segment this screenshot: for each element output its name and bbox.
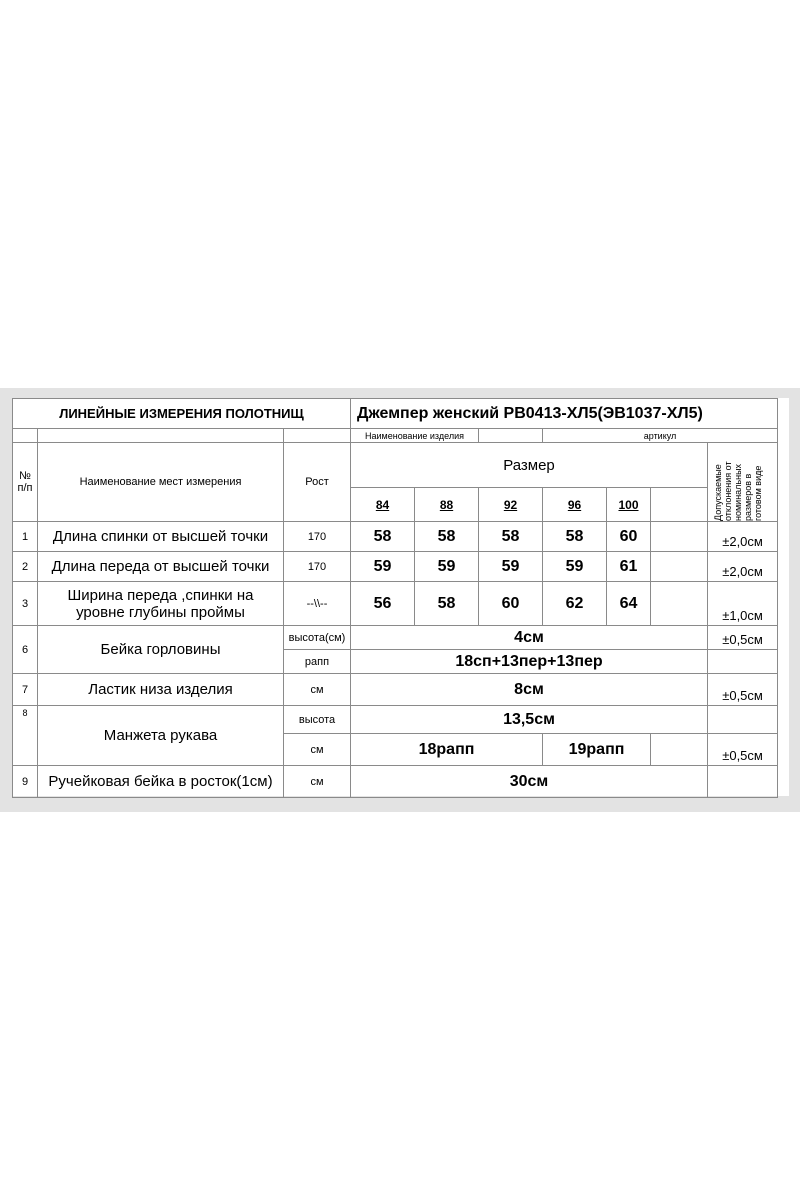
measurement-name: Длина переда от высшей точки bbox=[38, 552, 284, 582]
measurement-name-line2: уровне глубины проймы bbox=[76, 603, 245, 621]
row-number: 3 bbox=[13, 582, 38, 626]
size-88: 88 bbox=[415, 488, 479, 522]
row-height: 170 bbox=[284, 522, 351, 552]
sub-label: рапп bbox=[284, 650, 351, 674]
row-height: см bbox=[284, 766, 351, 798]
header-row-a bbox=[13, 443, 778, 488]
tolerance-empty bbox=[708, 766, 778, 798]
value-96: 58 bbox=[543, 522, 607, 552]
row-height: см bbox=[284, 674, 351, 706]
product-name-caption: Наименование изделия bbox=[351, 429, 479, 443]
value-empty bbox=[651, 552, 708, 582]
value-92: 58 bbox=[479, 522, 543, 552]
row-tolerance: ±1,0см bbox=[708, 582, 778, 626]
tolerance-empty bbox=[708, 650, 778, 674]
merged-value: 18сп+13пер+13пер bbox=[351, 650, 708, 674]
merged-value: 8см bbox=[351, 674, 708, 706]
col-header-number: № п/п bbox=[13, 443, 38, 522]
row-number: 8 bbox=[13, 706, 38, 766]
article-caption: артикул bbox=[543, 429, 778, 443]
value-96: 59 bbox=[543, 552, 607, 582]
row-number: 1 bbox=[13, 522, 38, 552]
col-header-height: Рост bbox=[284, 443, 351, 522]
value-100: 61 bbox=[607, 552, 651, 582]
caption-empty-4 bbox=[479, 429, 543, 443]
sub-label: высота(см) bbox=[284, 626, 351, 650]
table-row bbox=[13, 674, 778, 706]
merged-value: 13,5см bbox=[351, 706, 708, 734]
size-96: 96 bbox=[543, 488, 607, 522]
size-100: 100 bbox=[607, 488, 651, 522]
value-100: 60 bbox=[607, 522, 651, 552]
measurement-sheet bbox=[12, 398, 789, 796]
value-84: 58 bbox=[351, 522, 415, 552]
size-empty bbox=[651, 488, 708, 522]
value-92: 60 bbox=[479, 582, 543, 626]
size-84: 84 bbox=[351, 488, 415, 522]
row-tolerance: ±0,5см bbox=[708, 674, 778, 706]
caption-row bbox=[13, 429, 778, 443]
tolerance-header-text: Допускаемые отклонения от номинальных размеров в готовом виде bbox=[712, 461, 763, 521]
measurement-name: Длина спинки от высшей точки bbox=[38, 522, 284, 552]
sub-label: см bbox=[284, 734, 351, 766]
measurement-name bbox=[38, 582, 284, 626]
value-84: 56 bbox=[351, 582, 415, 626]
row-tolerance: ±2,0см bbox=[708, 522, 778, 552]
merged-value: 30см bbox=[351, 766, 708, 798]
product-title: Джемпер женский РВ0413-ХЛ5(ЭВ1037-ХЛ5) bbox=[351, 399, 778, 429]
measurement-name: Манжета рукава bbox=[38, 706, 284, 766]
value-empty bbox=[651, 734, 708, 766]
row-tolerance: ±2,0см bbox=[708, 552, 778, 582]
row-height: --\\-- bbox=[284, 582, 351, 626]
col-header-name: Наименование мест измерения bbox=[38, 443, 284, 522]
measurement-name: Ластик низа изделия bbox=[38, 674, 284, 706]
col-header-size: Размер bbox=[351, 443, 708, 488]
size-92: 92 bbox=[479, 488, 543, 522]
row-number: 2 bbox=[13, 552, 38, 582]
table-row bbox=[13, 766, 778, 798]
row-tolerance: ±0,5см bbox=[708, 626, 778, 650]
tolerance-empty bbox=[708, 706, 778, 734]
measurement-name: Бейка горловины bbox=[38, 626, 284, 674]
measurements-table bbox=[12, 398, 778, 798]
value-96: 62 bbox=[543, 582, 607, 626]
measurement-name-line1: Ширина переда ,спинки на bbox=[67, 586, 254, 604]
value-84: 59 bbox=[351, 552, 415, 582]
table-row bbox=[13, 552, 778, 582]
measurement-name: Ручейковая бейка в росток(1см) bbox=[38, 766, 284, 798]
row-number: 7 bbox=[13, 674, 38, 706]
title-row bbox=[13, 399, 778, 429]
col-header-tolerance bbox=[708, 443, 778, 522]
table-row bbox=[13, 522, 778, 552]
value-empty bbox=[651, 522, 708, 552]
value-92: 59 bbox=[479, 552, 543, 582]
merged-value-a: 18рапп bbox=[351, 734, 543, 766]
value-88: 58 bbox=[415, 522, 479, 552]
table-row bbox=[13, 626, 778, 650]
row-number: 6 bbox=[13, 626, 38, 674]
value-88: 58 bbox=[415, 582, 479, 626]
row-number: 9 bbox=[13, 766, 38, 798]
table-row bbox=[13, 706, 778, 734]
value-100: 64 bbox=[607, 582, 651, 626]
caption-empty-2 bbox=[38, 429, 284, 443]
merged-value: 4см bbox=[351, 626, 708, 650]
value-empty bbox=[651, 582, 708, 626]
row-height: 170 bbox=[284, 552, 351, 582]
merged-value-b: 19рапп bbox=[543, 734, 651, 766]
row-tolerance: ±0,5см bbox=[708, 734, 778, 766]
table-row bbox=[13, 582, 778, 626]
value-88: 59 bbox=[415, 552, 479, 582]
title-linear-measurements: ЛИНЕЙНЫЕ ИЗМЕРЕНИЯ ПОЛОТНИЩ bbox=[13, 399, 351, 429]
caption-empty-3 bbox=[284, 429, 351, 443]
caption-empty-1 bbox=[13, 429, 38, 443]
sub-label: высота bbox=[284, 706, 351, 734]
